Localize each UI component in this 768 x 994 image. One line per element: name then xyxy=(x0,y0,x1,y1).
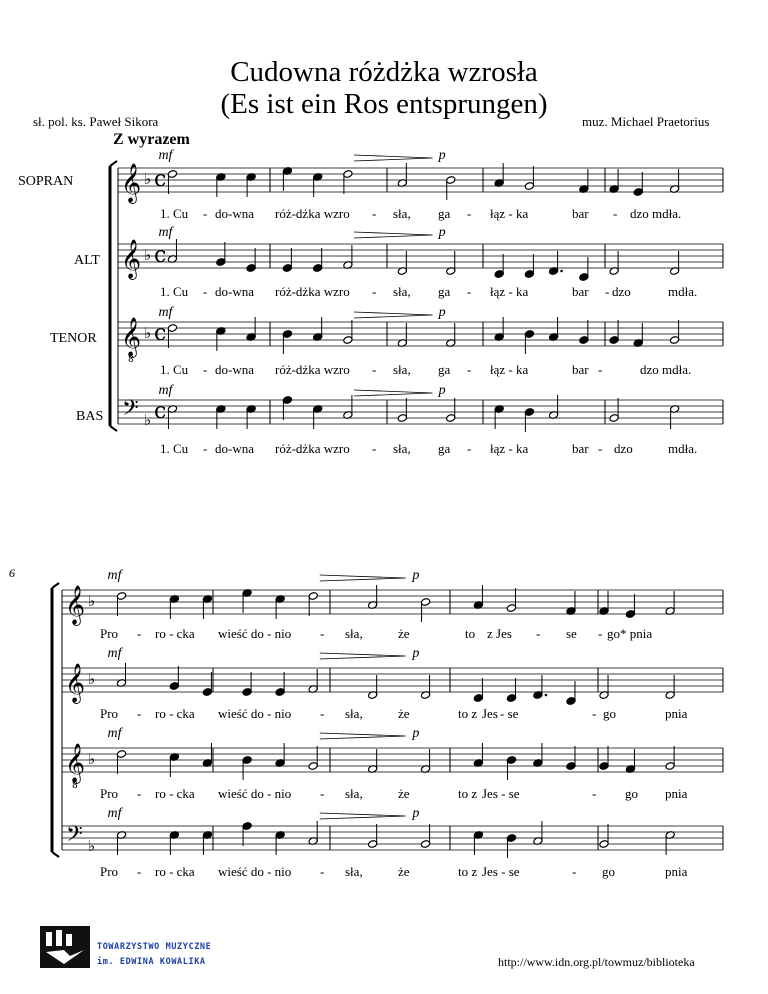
lyric-syllable: dzo xyxy=(614,441,633,456)
lyric-syllable: sła, xyxy=(345,706,363,721)
lyric-syllable: że xyxy=(398,626,410,641)
lyric-syllable: dzo mdła. xyxy=(630,206,682,221)
lyric-syllable: to z xyxy=(458,786,478,801)
dynamic-mf: mf xyxy=(107,726,122,741)
lyric-syllable: że xyxy=(398,864,410,879)
lyric-syllable: łąz - ka xyxy=(490,284,529,299)
lyric-syllable: pnia xyxy=(665,786,688,801)
lyric-syllable: sła, xyxy=(345,864,363,879)
lyric-syllable: - xyxy=(613,206,618,221)
lyric-syllable: - xyxy=(137,706,142,721)
system-bracket xyxy=(52,583,59,588)
treble-clef: 𝄞 xyxy=(65,585,86,625)
dynamic-p: p xyxy=(438,383,446,398)
dynamic-mf: mf xyxy=(107,806,122,821)
lyric-syllable: róż-dżka wzro xyxy=(275,362,350,377)
lyric-syllable: sła, xyxy=(345,626,363,641)
dynamic-mf: mf xyxy=(158,383,173,398)
system-bracket xyxy=(52,852,59,857)
lyric-syllable: pnia xyxy=(665,864,688,879)
lyric-syllable: - xyxy=(320,786,325,801)
lyric-syllable: mdła. xyxy=(668,284,698,299)
flat-sign: ♭ xyxy=(144,411,152,429)
treble-clef: 𝄞 xyxy=(121,163,142,203)
lyric-syllable: go* pnia xyxy=(607,626,653,641)
lyric-syllable: - xyxy=(203,441,208,456)
lyric-syllable: - xyxy=(605,284,610,299)
lyric-syllable: wieść do - nio xyxy=(218,626,292,641)
page-title: Cudowna różdżka wzrosła xyxy=(230,56,538,88)
measure-number: 6 xyxy=(9,566,15,580)
lyric-syllable: róż-dżka wzro xyxy=(275,206,350,221)
lyric-syllable: sła, xyxy=(393,206,411,221)
dot xyxy=(545,694,548,697)
lyric-syllable: sła, xyxy=(345,786,363,801)
system-bracket xyxy=(110,426,117,431)
lyric-syllable: ro - cka xyxy=(155,864,195,879)
lyric-syllable: bar xyxy=(572,206,589,221)
lyric-syllable: wieść do - nio xyxy=(218,706,292,721)
composer-credit: muz. Michael Praetorius xyxy=(582,114,710,129)
lyric-syllable: wieść do - nio xyxy=(218,864,292,879)
lyric-syllable: pnia xyxy=(665,706,688,721)
diminuendo-hairpin xyxy=(354,390,433,396)
lyric-syllable: 1. Cu xyxy=(160,206,189,221)
lyricist-credit: sł. pol. ks. Paweł Sikora xyxy=(33,114,159,129)
dynamic-p: p xyxy=(412,646,420,661)
lyric-syllable: to z xyxy=(458,706,478,721)
lyric-syllable: z Jes xyxy=(487,626,512,641)
dynamic-mf: mf xyxy=(158,225,173,240)
flat-sign: ♭ xyxy=(88,670,96,688)
lyric-syllable: ga xyxy=(438,362,451,377)
dynamic-mf: mf xyxy=(158,305,173,320)
lyric-syllable: sła, xyxy=(393,362,411,377)
common-time: c xyxy=(154,243,167,268)
society-logo xyxy=(40,926,90,968)
bass-clef: 𝄢 xyxy=(122,396,139,426)
lyric-syllable: - xyxy=(320,626,325,641)
common-time: c xyxy=(154,399,167,424)
dynamic-p: p xyxy=(438,148,446,163)
lyric-syllable: ga xyxy=(438,441,451,456)
lyric-syllable: ga xyxy=(438,284,451,299)
lyric-syllable: Jes xyxy=(482,706,498,721)
lyric-syllable: - xyxy=(572,864,577,879)
voice-label-bass: BAS xyxy=(76,409,104,424)
lyric-syllable: to xyxy=(465,626,476,641)
lyric-syllable: - xyxy=(592,786,597,801)
dynamic-p: p xyxy=(412,806,420,821)
treble-clef: 𝄞 xyxy=(121,239,142,279)
dot xyxy=(560,270,563,273)
diminuendo-hairpin xyxy=(320,653,406,659)
lyric-syllable: bar xyxy=(572,441,589,456)
logo-icon xyxy=(40,926,90,968)
lyric-syllable: - xyxy=(372,284,377,299)
diminuendo-hairpin xyxy=(354,312,433,318)
lyric-syllable: - xyxy=(320,706,325,721)
lyric-syllable: sła, xyxy=(393,284,411,299)
diminuendo-hairpin xyxy=(354,155,433,161)
lyric-syllable: - xyxy=(598,626,603,641)
flat-sign: ♭ xyxy=(144,246,152,264)
lyric-syllable: - xyxy=(203,284,208,299)
lyric-syllable: ro - cka xyxy=(155,706,195,721)
lyric-syllable: bar xyxy=(572,362,589,377)
lyric-syllable: - xyxy=(137,626,142,641)
diminuendo-hairpin xyxy=(354,232,433,238)
lyric-syllable: Pro xyxy=(100,626,119,641)
lyric-syllable: 1. Cu xyxy=(160,362,189,377)
lyric-syllable: - xyxy=(203,206,208,221)
lyric-syllable: - xyxy=(372,206,377,221)
lyric-syllable: łąz - ka xyxy=(490,441,529,456)
lyric-syllable: ro - cka xyxy=(155,786,195,801)
logo-text-line2: im. EDWINA KOWALIKA xyxy=(97,957,206,967)
lyric-syllable: sła, xyxy=(393,441,411,456)
voice-label-tenor: TENOR xyxy=(50,331,97,346)
dynamic-p: p xyxy=(412,726,420,741)
lyric-syllable: dzo mdła. xyxy=(640,362,692,377)
common-time: c xyxy=(154,167,167,192)
lyric-syllable: do-wna xyxy=(215,362,254,377)
lyric-syllable: - xyxy=(536,626,541,641)
dynamic-mf: mf xyxy=(107,646,122,661)
lyric-syllable: - xyxy=(467,206,472,221)
flat-sign: ♭ xyxy=(88,837,96,855)
lyric-syllable: dzo xyxy=(612,284,631,299)
flat-sign: ♭ xyxy=(88,750,96,768)
lyric-syllable: Pro xyxy=(100,786,119,801)
lyric-syllable: bar xyxy=(572,284,589,299)
lyric-syllable: - xyxy=(598,441,603,456)
voice-label-alto: ALT xyxy=(74,253,100,268)
common-time: c xyxy=(154,321,167,346)
lyric-syllable: - xyxy=(137,786,142,801)
lyric-syllable: mdła. xyxy=(668,441,698,456)
voice-label-soprano: SOPRAN xyxy=(18,174,74,189)
lyric-syllable: ro - cka xyxy=(155,626,195,641)
lyric-syllable: róż-dżka wzro xyxy=(275,284,350,299)
diminuendo-hairpin xyxy=(320,733,406,739)
logo-text-line1: TOWARZYSTWO MUZYCZNE xyxy=(97,942,212,952)
bass-clef: 𝄢 xyxy=(66,822,83,852)
dynamic-mf: mf xyxy=(158,148,173,163)
lyric-syllable: to z xyxy=(458,864,478,879)
lyric-syllable: - xyxy=(203,362,208,377)
lyric-syllable: do-wna xyxy=(215,206,254,221)
octave-marker: 8 xyxy=(128,355,134,365)
lyric-syllable: łąz - ka xyxy=(490,206,529,221)
lyric-syllable: - se xyxy=(500,706,519,721)
lyric-syllable: - xyxy=(467,441,472,456)
lyric-syllable: wieść do - nio xyxy=(218,786,292,801)
treble-clef: 𝄞 xyxy=(65,663,86,703)
diminuendo-hairpin xyxy=(320,575,406,581)
lyric-syllable: - xyxy=(137,864,142,879)
lyric-syllable: Jes - se xyxy=(482,864,520,879)
lyric-syllable: se xyxy=(566,626,577,641)
diminuendo-hairpin xyxy=(320,813,406,819)
dynamic-p: p xyxy=(438,225,446,240)
lyric-syllable: - xyxy=(592,706,597,721)
flat-sign: ♭ xyxy=(144,324,152,342)
lyric-syllable: go xyxy=(602,864,615,879)
lyric-syllable: Jes - se xyxy=(482,786,520,801)
lyric-syllable: - xyxy=(320,864,325,879)
dynamic-mf: mf xyxy=(107,568,122,583)
lyric-syllable: - xyxy=(372,362,377,377)
lyric-syllable: - xyxy=(598,362,603,377)
lyric-syllable: go xyxy=(603,706,616,721)
lyric-syllable: go xyxy=(625,786,638,801)
page-subtitle: (Es ist ein Ros entsprungen) xyxy=(220,88,548,120)
lyric-syllable: do-wna xyxy=(215,441,254,456)
lyric-syllable: ga xyxy=(438,206,451,221)
octave-marker: 8 xyxy=(72,781,78,791)
system-bracket xyxy=(110,161,117,166)
lyric-syllable: - xyxy=(467,362,472,377)
treble-clef: 𝄞 xyxy=(65,743,86,783)
library-url[interactable]: http://www.idn.org.pl/towmuz/biblioteka xyxy=(498,955,695,969)
lyric-syllable: Pro xyxy=(100,706,119,721)
lyric-syllable: 1. Cu xyxy=(160,441,189,456)
lyric-syllable: 1. Cu xyxy=(160,284,189,299)
lyric-syllable: do-wna xyxy=(215,284,254,299)
treble-clef: 𝄞 xyxy=(121,317,142,357)
dynamic-p: p xyxy=(438,305,446,320)
lyric-syllable: - xyxy=(372,441,377,456)
lyric-syllable: że xyxy=(398,786,410,801)
tempo-marking: Z wyrazem xyxy=(113,131,190,148)
flat-sign: ♭ xyxy=(144,170,152,188)
lyric-syllable: - xyxy=(467,284,472,299)
lyric-syllable: że xyxy=(398,706,410,721)
flat-sign: ♭ xyxy=(88,592,96,610)
lyric-syllable: róż-dżka wzro xyxy=(275,441,350,456)
lyric-syllable: łąz - ka xyxy=(490,362,529,377)
lyric-syllable: Pro xyxy=(100,864,119,879)
dynamic-p: p xyxy=(412,568,420,583)
